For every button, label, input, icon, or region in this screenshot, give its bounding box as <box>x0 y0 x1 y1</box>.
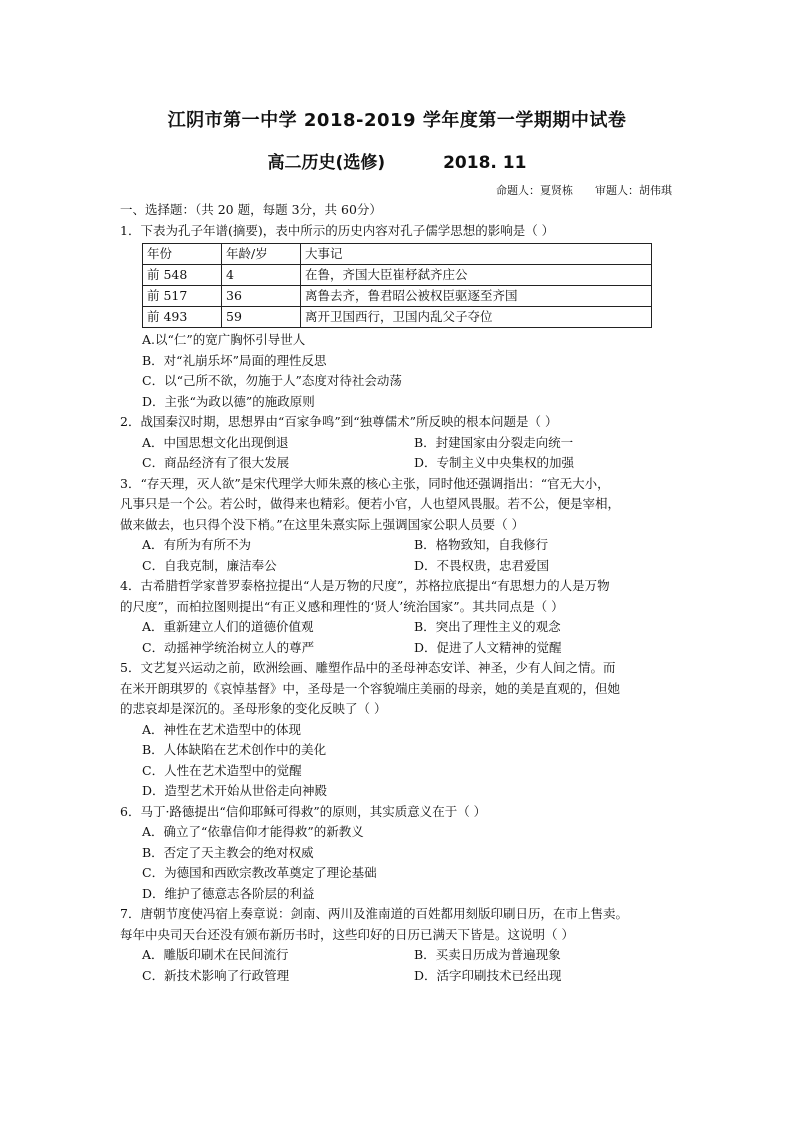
exam-title: 江阴市第一中学 2018-2019 学年度第一学期期中试卷 <box>167 110 627 131</box>
option-row <box>120 638 680 659</box>
option-row <box>120 945 680 966</box>
subject-label: 高二历史(选修) <box>267 153 386 173</box>
table-cell: 前 548 <box>143 265 222 286</box>
option-row <box>120 433 680 454</box>
option-c: C．自我克制，廉洁奉公 <box>142 557 277 573</box>
option-row <box>120 966 680 987</box>
option-row <box>120 556 680 577</box>
option-c: C．以“己所不欲，勿施于人”态度对待社会动荡 <box>142 373 402 388</box>
option-a: A．中国思想文化出现倒退 <box>142 434 289 450</box>
option-c: C．商品经济有了很大发展 <box>142 455 290 470</box>
table-cell: 前 493 <box>143 307 222 328</box>
question-7-line: 7．唐朝节度使冯宿上奏章说：剑南、两川及淮南道的百姓都用刻版印刷日历，在市上售卖。 <box>120 906 628 921</box>
question-3-line: 3．“存天理，灭人欲”是宋代理学大师朱熹的核心主张，同时他还强调指出：“官无大小， <box>120 475 610 491</box>
option-b: B．人体缺陷在艺术创作中的美化 <box>142 742 327 757</box>
option-d: D．专制主义中央集权的加强 <box>414 455 575 470</box>
table-row <box>143 265 652 286</box>
table-header-row <box>143 244 652 265</box>
table-cell: 离开卫国西行，卫国内乱父子夺位 <box>301 307 652 328</box>
option-b: B．格物致知，自我修行 <box>414 537 549 552</box>
option-d: D．造型艺术开始从世俗走向神殿 <box>142 783 328 798</box>
table-row <box>143 307 652 328</box>
question-3-line: 凡事只是一个公。若公时，做得来也精彩。便若小官，人也望风畏服。若不公，便是宰相， <box>120 496 621 511</box>
question-4-line: 的尺度”，而柏拉图则提出“有正义感和理性的‘贤人’统治国家”。其共同点是（ ） <box>120 598 564 614</box>
question-1-stem: 1．下表为孔子年谱(摘要)，表中所示的历史内容对孔子儒学思想的影响是（ ） <box>120 222 555 238</box>
exam-content <box>120 200 680 986</box>
option-a: A．重新建立人们的道德价值观 <box>142 619 314 634</box>
option-row <box>120 453 680 474</box>
option-d: D．主张“为政以德”的施政原则 <box>142 393 315 409</box>
option-row <box>120 617 680 638</box>
reviewer-name: 审题人：胡伟琪 <box>595 184 672 197</box>
option-b: B．突出了理性主义的观念 <box>414 619 561 634</box>
question-7-line: 每年中央司天台还没有颁布新历书时，这些印好的日历已满天下皆是。这说明（ ） <box>120 926 574 942</box>
table-row <box>143 286 652 307</box>
table-cell: 前 517 <box>143 286 222 307</box>
option-b: B．买卖日历成为普遍现象 <box>414 947 561 962</box>
question-6-stem: 6．马丁·路德提出“信仰耶稣可得救”的原则，其实质意义在于（ ） <box>120 803 487 819</box>
table-cell: 在鲁，齐国大臣崔杼弑齐庄公 <box>301 265 652 286</box>
option-c: C．动摇神学统治树立人的尊严 <box>142 639 315 655</box>
option-c: C．人性在艺术造型中的觉醒 <box>142 762 302 778</box>
option-d: D．维护了德意志各阶层的利益 <box>142 885 315 901</box>
exam-date: 2018. 11 <box>443 153 527 173</box>
option-a: A．确立了“依靠信仰才能得救”的新教义 <box>142 824 364 839</box>
option-a: A.以“仁”的宽广胸怀引导世人 <box>142 332 306 347</box>
exam-subtitle <box>0 148 794 173</box>
option-b: B．封建国家由分裂走向统一 <box>414 434 574 450</box>
option-d: D．促进了人文精神的觉醒 <box>414 639 562 655</box>
table-header-cell: 年龄/岁 <box>222 244 301 265</box>
section-heading: 一、选择题：（共 20 题，每题 3分，共 60分） <box>120 202 382 217</box>
question-2-stem: 2．战国秦汉时期，思想界由“百家争鸣”到“独尊儒术”所反映的根本问题是（ ） <box>120 414 558 429</box>
question-5-line: 在米开朗琪罗的《哀悼基督》中，圣母是一个容貌端庄美丽的母亲，她的美是直观的，但她 <box>120 680 621 696</box>
option-a: A．雕版印刷术在民间流行 <box>142 947 289 962</box>
author-line <box>474 182 672 198</box>
option-row <box>120 535 680 556</box>
table-header-cell: 大事记 <box>301 244 652 265</box>
table-cell: 36 <box>222 286 301 307</box>
option-c: C．为德国和西欧宗教改革奠定了理论基础 <box>142 865 377 880</box>
option-a: A．神性在艺术造型中的体现 <box>142 721 302 737</box>
option-a: A．有所为有所不为 <box>142 537 252 552</box>
table-cell: 离鲁去齐，鲁君昭公被权臣驱逐至齐国 <box>301 286 652 307</box>
question-5-line: 5．文艺复兴运动之前，欧洲绘画、雕塑作品中的圣母神态安详、神圣，少有人间之情。而 <box>120 660 616 675</box>
confucius-chronology-table <box>142 243 652 328</box>
question-5-line: 的悲哀却是深沉的。圣母形象的变化反映了（ ） <box>120 701 387 716</box>
question-4-line: 4．古希腊哲学家普罗泰格拉提出“人是万物的尺度”，苏格拉底提出“有思想力的人是万物 <box>120 578 610 593</box>
option-d: D．不畏权贵，忠君爱国 <box>414 557 550 573</box>
question-3-line: 做来做去，也只得个没下梢。”在这里朱熹实际上强调国家公职人员要（ ） <box>120 516 525 532</box>
author-name: 命题人：夏贤栋 <box>496 184 573 197</box>
table-cell: 59 <box>222 307 301 328</box>
table-header-cell: 年份 <box>143 244 222 265</box>
table-cell: 4 <box>222 265 301 286</box>
option-b: B．否定了天主教会的绝对权威 <box>142 844 314 860</box>
option-c: C．新技术影响了行政管理 <box>142 967 290 983</box>
option-b: B．对“礼崩乐坏”局面的理性反思 <box>142 352 327 368</box>
option-d: D．活字印刷技术已经出现 <box>414 967 562 983</box>
